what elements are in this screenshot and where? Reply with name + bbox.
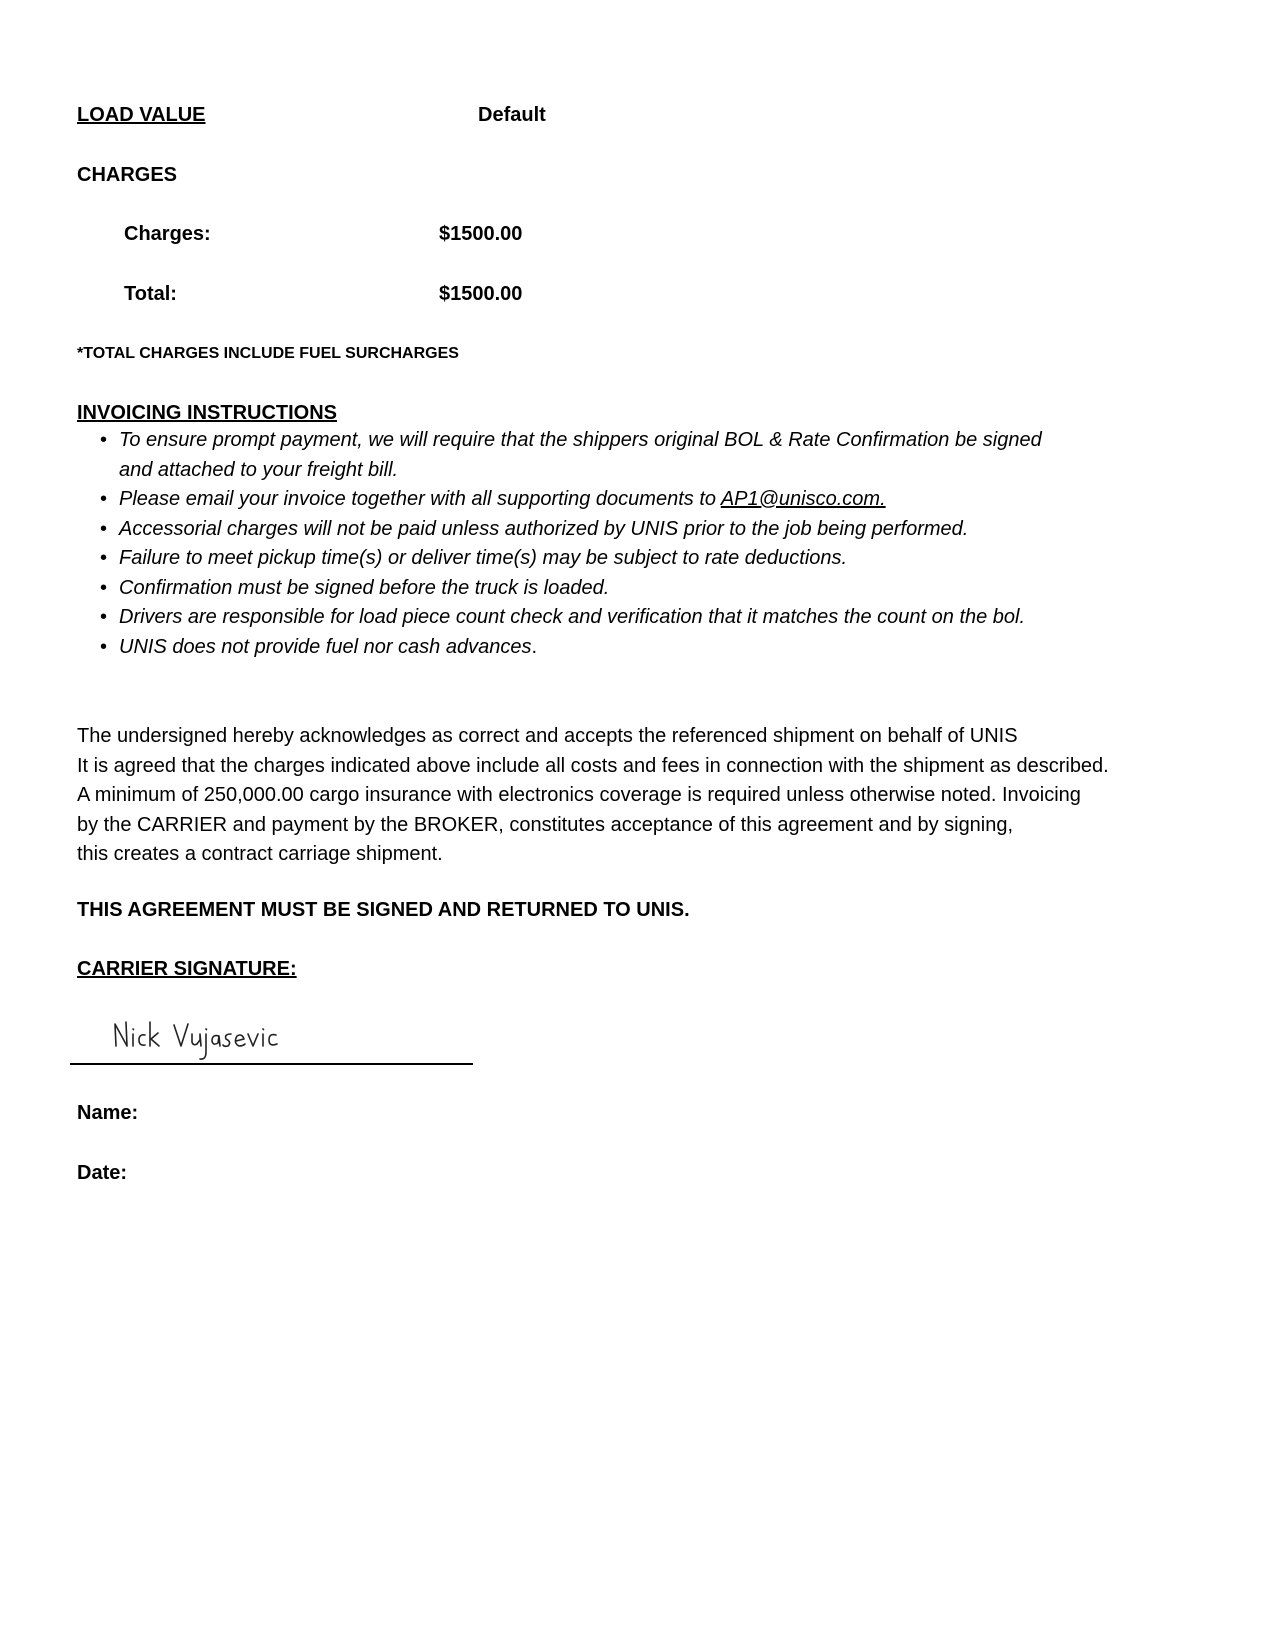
acknowledgement-line: It is agreed that the charges indicated above include all costs and fees in connection with the shipment as described. xyxy=(77,754,1109,777)
signature-line xyxy=(70,1063,473,1065)
invoicing-heading: INVOICING INSTRUCTIONS xyxy=(77,402,338,424)
charges-heading: CHARGES xyxy=(77,164,178,186)
instruction-suffix: . xyxy=(531,635,538,658)
acknowledgement-line: this creates a contract carriage shipment. xyxy=(77,843,443,865)
instruction-text: Confirmation must be signed before the truck is loaded. xyxy=(119,576,610,599)
bullet-icon: • xyxy=(100,635,108,658)
acknowledgement-paragraph xyxy=(77,722,1109,870)
bullet-icon: • xyxy=(100,488,108,510)
instruction-text: and attached to your freight bill. xyxy=(119,458,399,481)
list-item xyxy=(96,544,1196,574)
total-row-amount: $1500.00 xyxy=(439,283,523,305)
instruction-text: Failure to meet pickup time(s) or deliver time(s) may be subject to rate deductions. xyxy=(119,547,848,569)
instruction-text: Please email your invoice together with all supporting documents to xyxy=(119,488,721,510)
acknowledgement-line: The undersigned hereby acknowledges as correct and accepts the referenced shipment on behalf of UNIS xyxy=(77,725,1018,747)
list-item xyxy=(96,515,1196,545)
list-item xyxy=(96,633,1196,663)
charges-row-label: Charges: xyxy=(124,223,211,245)
bullet-icon: • xyxy=(100,429,108,451)
instruction-text: To ensure prompt payment, we will require that the shippers original BOL & Rate Confirmation be signed xyxy=(119,429,1042,451)
bullet-icon: • xyxy=(100,517,108,540)
acknowledgement-line: A minimum of 250,000.00 cargo insurance with electronics coverage is required unless otherwise noted. Invoicing xyxy=(77,784,1081,806)
acknowledgement-line: by the CARRIER and payment by the BROKER, constitutes acceptance of this agreement and by signing, xyxy=(77,813,1014,836)
agreement-notice: THIS AGREEMENT MUST BE SIGNED AND RETURNED TO UNIS. xyxy=(77,899,690,921)
invoice-email-link[interactable]: AP1@unisco.com. xyxy=(720,488,886,510)
instruction-text: Drivers are responsible for load piece count check and verification that it matches the count on the bol. xyxy=(119,606,1026,628)
handwritten-signature xyxy=(112,1016,302,1064)
bullet-icon: • xyxy=(100,576,108,599)
list-item xyxy=(96,574,1196,604)
list-item xyxy=(96,485,1196,515)
load-value-value: Default xyxy=(478,104,546,126)
instruction-text: Accessorial charges will not be paid unless authorized by UNIS prior to the job being performed. xyxy=(119,517,969,540)
charges-row-amount: $1500.00 xyxy=(439,223,523,245)
list-item xyxy=(96,426,1196,485)
list-item xyxy=(96,603,1196,633)
invoicing-instructions-list xyxy=(96,426,1196,662)
date-label: Date: xyxy=(77,1162,128,1184)
load-value-label: LOAD VALUE xyxy=(77,104,206,126)
total-row-label: Total: xyxy=(124,283,177,305)
fuel-surcharge-note: *TOTAL CHARGES INCLUDE FUEL SURCHARGES xyxy=(77,345,459,362)
instruction-text: UNIS does not provide fuel nor cash advances xyxy=(119,635,532,658)
carrier-signature-label: CARRIER SIGNATURE: xyxy=(77,958,297,980)
name-label: Name: xyxy=(77,1102,139,1124)
bullet-icon: • xyxy=(100,606,108,628)
bullet-icon: • xyxy=(100,547,108,569)
